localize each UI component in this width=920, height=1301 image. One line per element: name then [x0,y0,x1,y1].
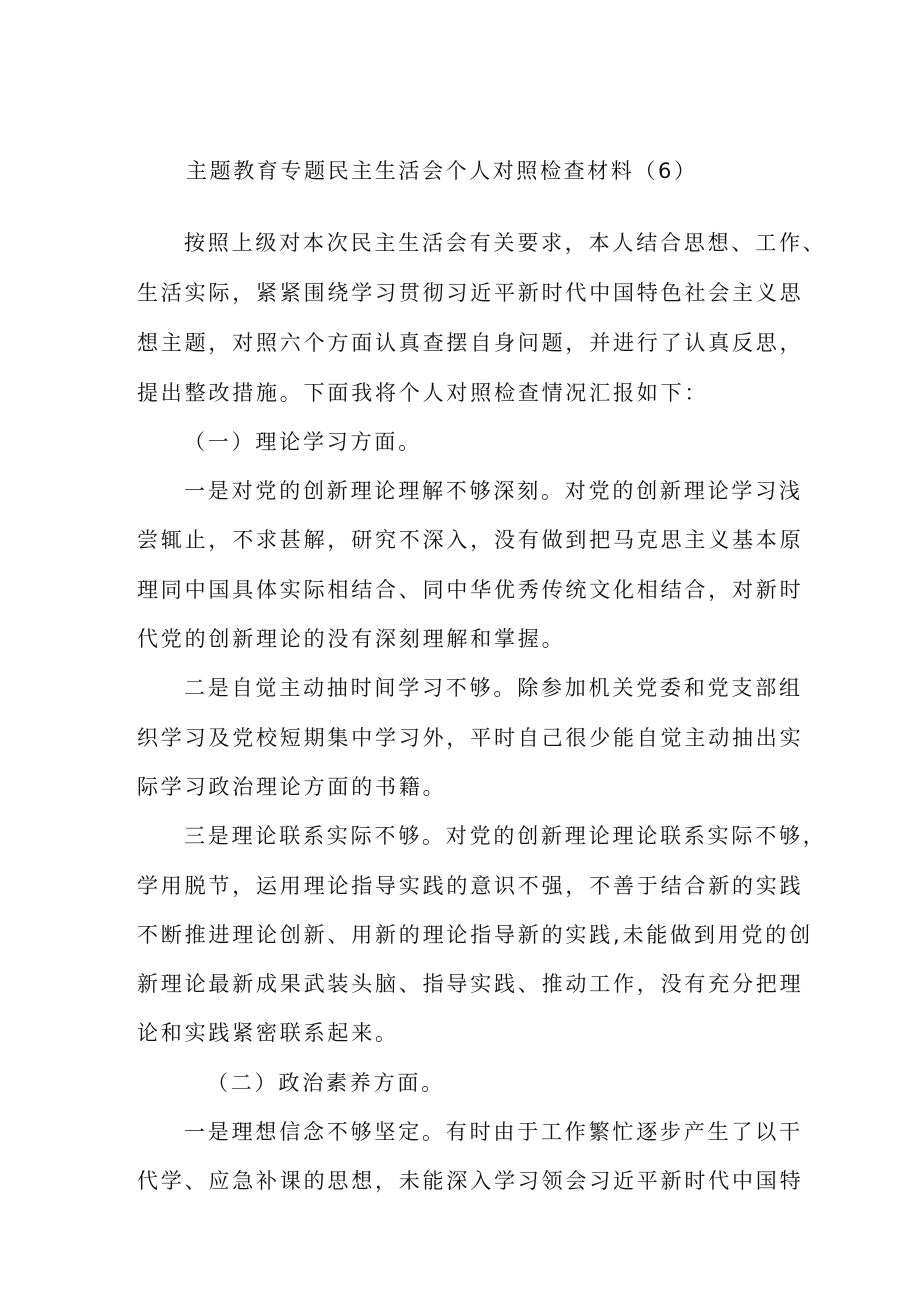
paragraph-line: 尝辄止，不求甚解，研究不深入，没有做到把马克思主义基本原 [137,528,804,552]
section-heading: （一）理论学习方面。 [184,430,422,454]
paragraph-line: 织学习及党校短期集中学习外，平时自己很少能自觉主动抽出实 [137,726,804,750]
paragraph-line: 生活实际，紧紧围绕学习贯彻习近平新时代中国特色社会主义思 [137,281,804,305]
paragraph-line: 际学习政治理论方面的书籍。 [137,775,447,799]
paragraph-line: 不断推进理论创新、用新的理论指导新的实践,未能做到用党的创 [137,923,813,947]
paragraph-line: 学用脱节，运用理论指导实践的意识不强，不善于结合新的实践 [137,874,804,898]
paragraph-line: 新理论最新成果武装头脑、指导实践、推动工作，没有充分把理 [137,972,804,996]
paragraph-line: 按照上级对本次民主生活会有关要求，本人结合思想、工作、 [184,231,827,255]
section-heading: （二）政治素养方面。 [207,1071,445,1095]
paragraph-line: 代党的创新理论的没有深刻理解和掌握。 [137,627,566,651]
paragraph-line: 二是自觉主动抽时间学习不够。除参加机关党委和党支部组 [184,676,803,700]
paragraph-line: 三是理论联系实际不够。对党的创新理论理论联系实际不够， [184,824,827,848]
document-title: 主题教育专题民主生活会个人对照检查材料（6） [186,159,698,183]
paragraph-line: 想主题，对照六个方面认真查摆自身问题，并进行了认真反思， [137,331,804,355]
paragraph-line: 理同中国具体实际相结合、同中华优秀传统文化相结合，对新时 [137,578,804,602]
paragraph-line: 代学、应急补课的思想，未能深入学习领会习近平新时代中国特 [137,1169,804,1193]
paragraph-line: 提出整改措施。下面我将个人对照检查情况汇报如下： [137,381,709,405]
paragraph-line: 一是理想信念不够坚定。有时由于工作繁忙逐步产生了以干 [184,1120,803,1144]
paragraph-line: 论和实践紧密联系起来。 [137,1021,399,1045]
paragraph-line: 一是对党的创新理论理解不够深刻。对党的创新理论学习浅 [184,479,803,503]
